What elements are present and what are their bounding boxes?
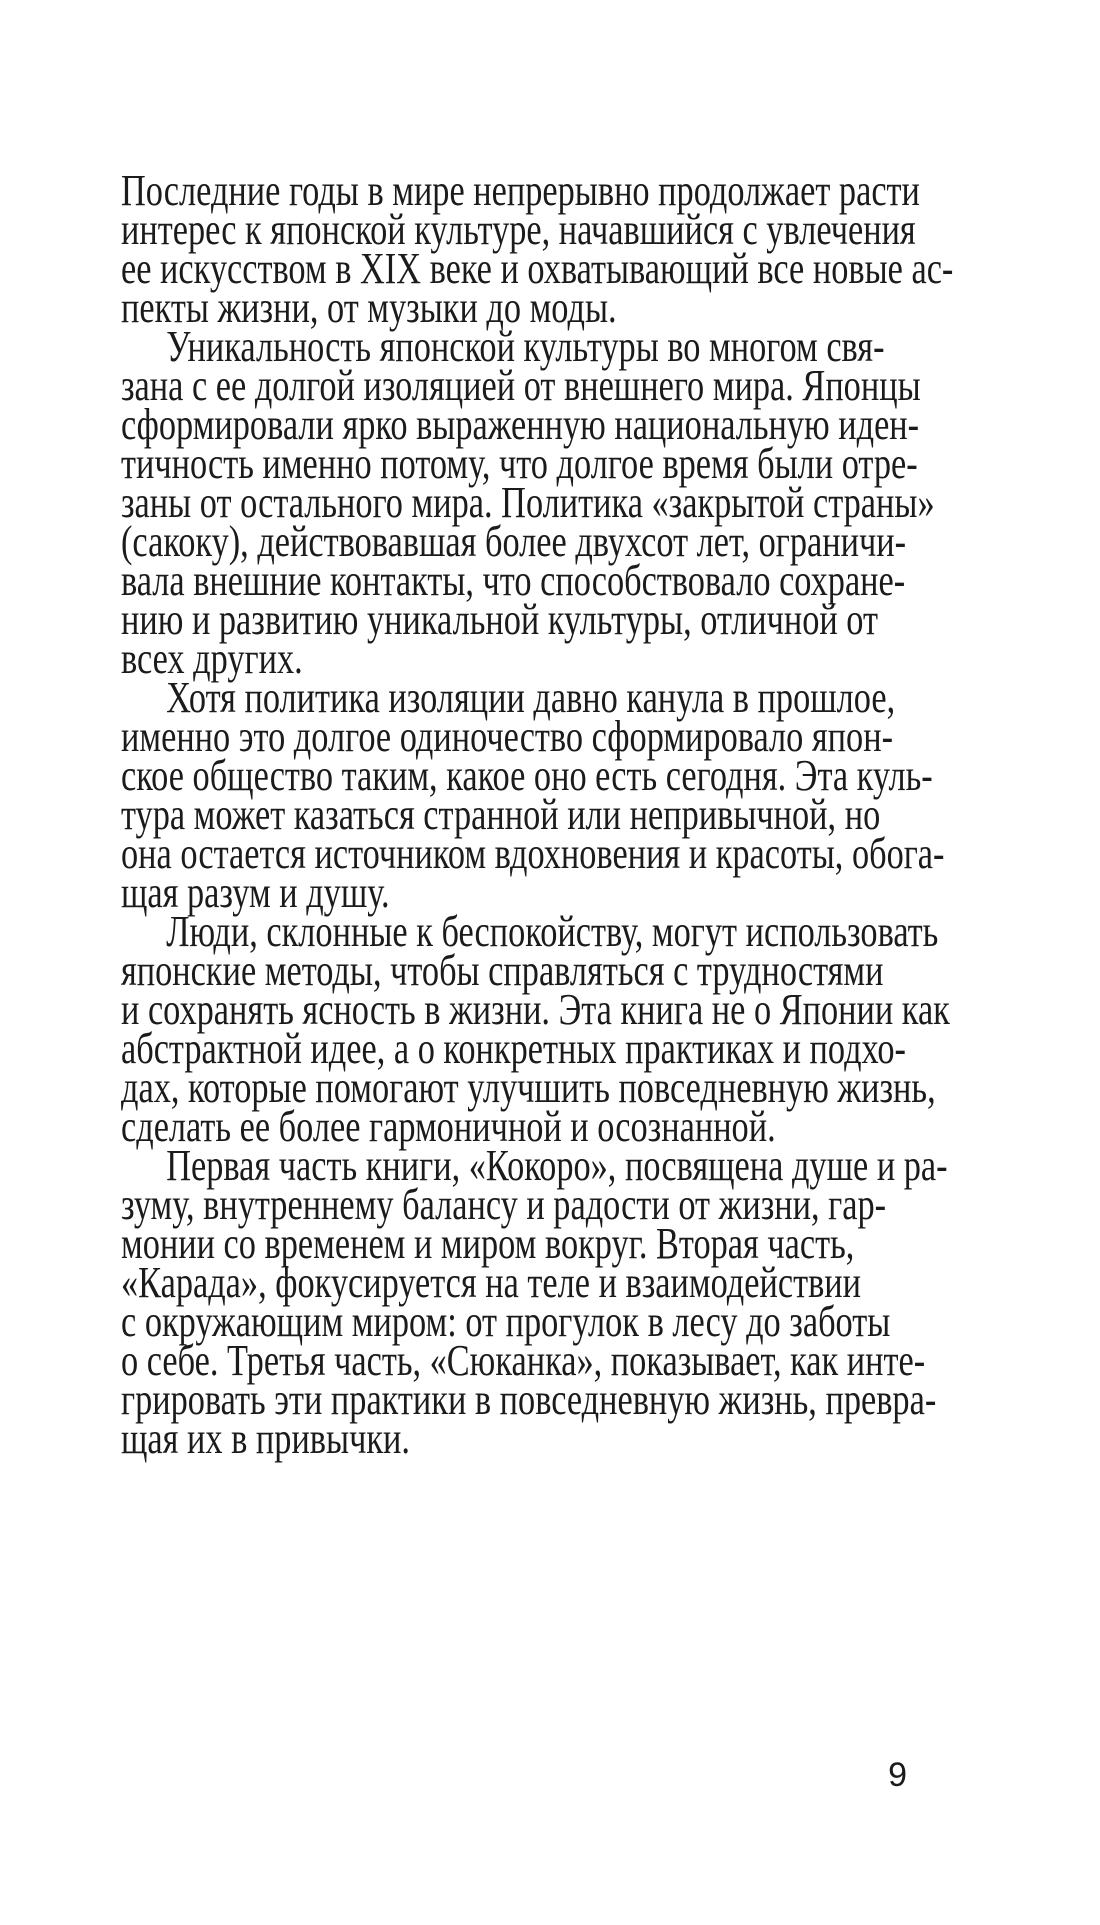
text-line: и сохранять ясность в жизни. Эта книга не о Японии как	[121, 985, 950, 1034]
text-line: щая их в привычки.	[121, 1414, 410, 1463]
text-line: ское общество таким, какое оно есть сегодня. Эта куль-	[121, 751, 933, 800]
text-line: интерес к японской культуре, начавшийся с увлечения	[121, 205, 916, 254]
text-line: нию и развитию уникальной культуры, отличной от	[121, 595, 879, 644]
text-line: абстрактной идее, а о конкретных практиках и подхо-	[121, 1024, 906, 1073]
text-line: Первая часть книги, «Кокоро», посвящена душе и ра-	[166, 1141, 948, 1190]
text-line: «Карада», фокусируется на теле и взаимодействии	[121, 1258, 862, 1307]
text-line: о себе. Третья часть, «Сюканка», показывает, как инте-	[121, 1336, 926, 1385]
paragraph	[121, 1141, 948, 1463]
text-line: японские методы, чтобы справляться с трудностями	[121, 946, 884, 995]
text-line: Хотя политика изоляции давно канула в прошлое,	[166, 673, 896, 722]
text-line: Уникальность японской культуры во многом свя-	[166, 322, 885, 371]
text-line: Люди, склонные к беспокойству, могут использовать	[166, 907, 939, 956]
text-line: именно это долгое одиночество сформировало япон-	[121, 712, 894, 761]
paragraph	[121, 322, 948, 683]
text-line: грировать эти практики в повседневную жизнь, превра-	[121, 1375, 937, 1424]
text-line: зуму, внутреннему балансу и радости от жизни, гар-	[121, 1180, 887, 1229]
text-line: вала внешние контакты, что способствовало сохране-	[121, 556, 906, 605]
text-line: заны от остального мира. Политика «закрытой страны»	[121, 478, 935, 527]
text-line: щая разум и душу.	[121, 868, 390, 917]
text-line: дах, которые помогают улучшить повседневную жизнь,	[121, 1063, 936, 1112]
text-line: (сакоку), действовавшая более двухсот лет, ограничи-	[121, 517, 907, 566]
text-line: всех других.	[121, 634, 303, 683]
text-block	[121, 166, 954, 1463]
paragraph	[121, 166, 954, 332]
text-line: пекты жизни, от музыки до моды.	[121, 283, 617, 332]
text-line: ее искусством в XIX веке и охватывающий все новые ас-	[121, 244, 954, 293]
text-line: зана с ее долгой изоляцией от внешнего мира. Японцы	[121, 361, 921, 410]
text-line: тура может казаться странной или непривычной, но	[121, 790, 881, 839]
text-line: сформировали ярко выраженную национальную иден-	[121, 400, 920, 449]
paragraph	[121, 673, 948, 917]
text-line: Последние годы в мире непрерывно продолжает расти	[121, 166, 920, 215]
paragraph	[121, 907, 950, 1151]
text-line: тичность именно потому, что долгое время были отре-	[121, 439, 918, 488]
text-line: монии со временем и миром вокруг. Вторая часть,	[121, 1219, 855, 1268]
text-line: она остается источником вдохновения и красоты, обога-	[121, 829, 945, 878]
text-line: сделать ее более гармоничной и осознанной.	[121, 1102, 776, 1151]
page-number: 9	[888, 1756, 907, 1794]
text-line: с окружающим миром: от прогулок в лесу до заботы	[121, 1297, 891, 1346]
